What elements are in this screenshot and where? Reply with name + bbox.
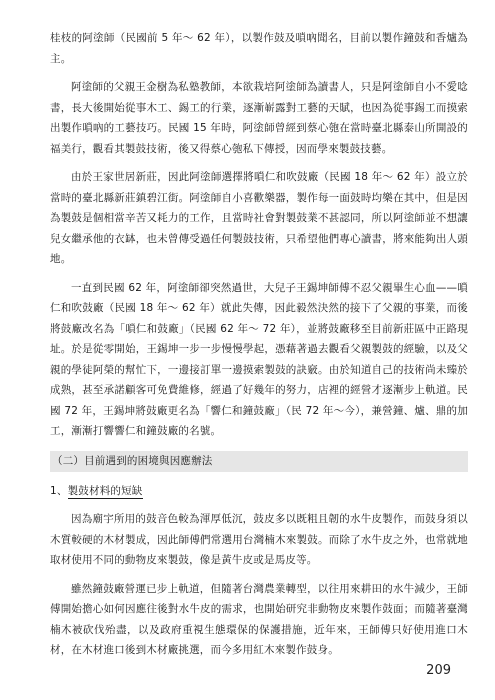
body-paragraph: 一直到民國 62 年，阿塗師卻突然過世，大兒子王錫坤師傅不忍父親畢生心血——嗩仁和吹鼓廠（民國 18 年～ 62 年）就此失傳，因此毅然決然的接下了父親的事業，而後將鼓廠改名為「嗩仁和鼓廠」（民國 62 年～ 72 年），並將鼓廠移至目前新莊區中正路現址。於是從零開始，王錫坤一步一步慢慢學起，憑藉著過去觀看父親製鼓的經驗，以及父親的學徒阿榮的幫忙下，一邊接訂單一邊摸索製鼓的訣竅。由於知道自己的技術尚未臻於成熟，甚至承諾顧客可免費維修，經過了好幾年的努力，店裡的經營才逐漸步上軌道。民國 72 年，王錫坤將鼓廠更名為「響仁和鐘鼓廠」（民 72 年～今），兼營鐘、爐、鼎的加工，漸漸打響響仁和鐘鼓廠的名號。 — [50, 281, 468, 437]
body-paragraph: 桂枝的阿塗師（民國前 5 年～ 62 年），以製作鼓及嗩吶聞名，目前以製作鐘鼓和香爐為主。 — [50, 32, 468, 65]
body-paragraph: 由於王家世居新莊，因此阿塗師選擇將嗩仁和吹鼓廠（民國 18 年～ 62 年）設立於當時的臺北縣新莊鎮碧江街。阿塗師自小喜歡樂器，製作每一面鼓時均樂在其中，但是因為製鼓是個相當辛苦又耗力的工作，且當時社會對製鼓業不甚認同，所以阿塗師並不想讓兒女繼承他的衣缽，也未曾傳受過任何製鼓技術，只希望他們專心讀書，將來能夠出人頭地。 — [50, 171, 468, 265]
sub-heading-title: 製鼓材料的短缺 — [67, 484, 143, 497]
page-number: 209 — [426, 663, 451, 678]
body-paragraph: 阿塗師的父親王金樹為私塾教師，本欲栽培阿塗師為讀書人，只是阿塗師自小不愛唸書，長大後開始從事木工、錫工的行業，逐漸嶄露對工藝的天賦，也因為從事錫工而摸索出製作嗩吶的工藝技巧。民國 15 年時，阿塗師曾經到蔡心匏在當時臺北縣泰山所開設的福美行，觀看其製鼓技術，後又得蔡心匏私下傳授，因而學來製鼓技藝。 — [50, 81, 468, 155]
sub-heading — [50, 481, 468, 502]
body-paragraph: 雖然鐘鼓廠營運已步上軌道，但隨著台灣農業轉型，以往用來耕田的水牛減少，王師傅開始擔心如何因應往後對水牛皮的需求，也開始研究非動物皮來製作鼓面；而隨著臺灣楠木被砍伐殆盡，以及政府重視生態環保的保護措施，近年來，王師傅只好使用進口木材，在木材進口後到木材廠挑選，而今多用紅木來製作鼓身。 — [50, 582, 468, 656]
section-heading: （二）目前遇到的困境與因應辦法 — [50, 451, 468, 472]
sub-heading-number: 1、 — [50, 484, 68, 497]
body-paragraph: 因為廟宇所用的鼓音色較為渾厚低沉，鼓皮多以既粗且韌的水牛皮製作，而鼓身須以木質較硬的木材製成，因此師傅們常選用台灣楠木來製鼓。而除了水牛皮之外，也常就地取材使用不同的動物皮來製鼓，像是黃牛皮或是馬皮等。 — [50, 513, 468, 566]
document-body — [50, 28, 468, 661]
